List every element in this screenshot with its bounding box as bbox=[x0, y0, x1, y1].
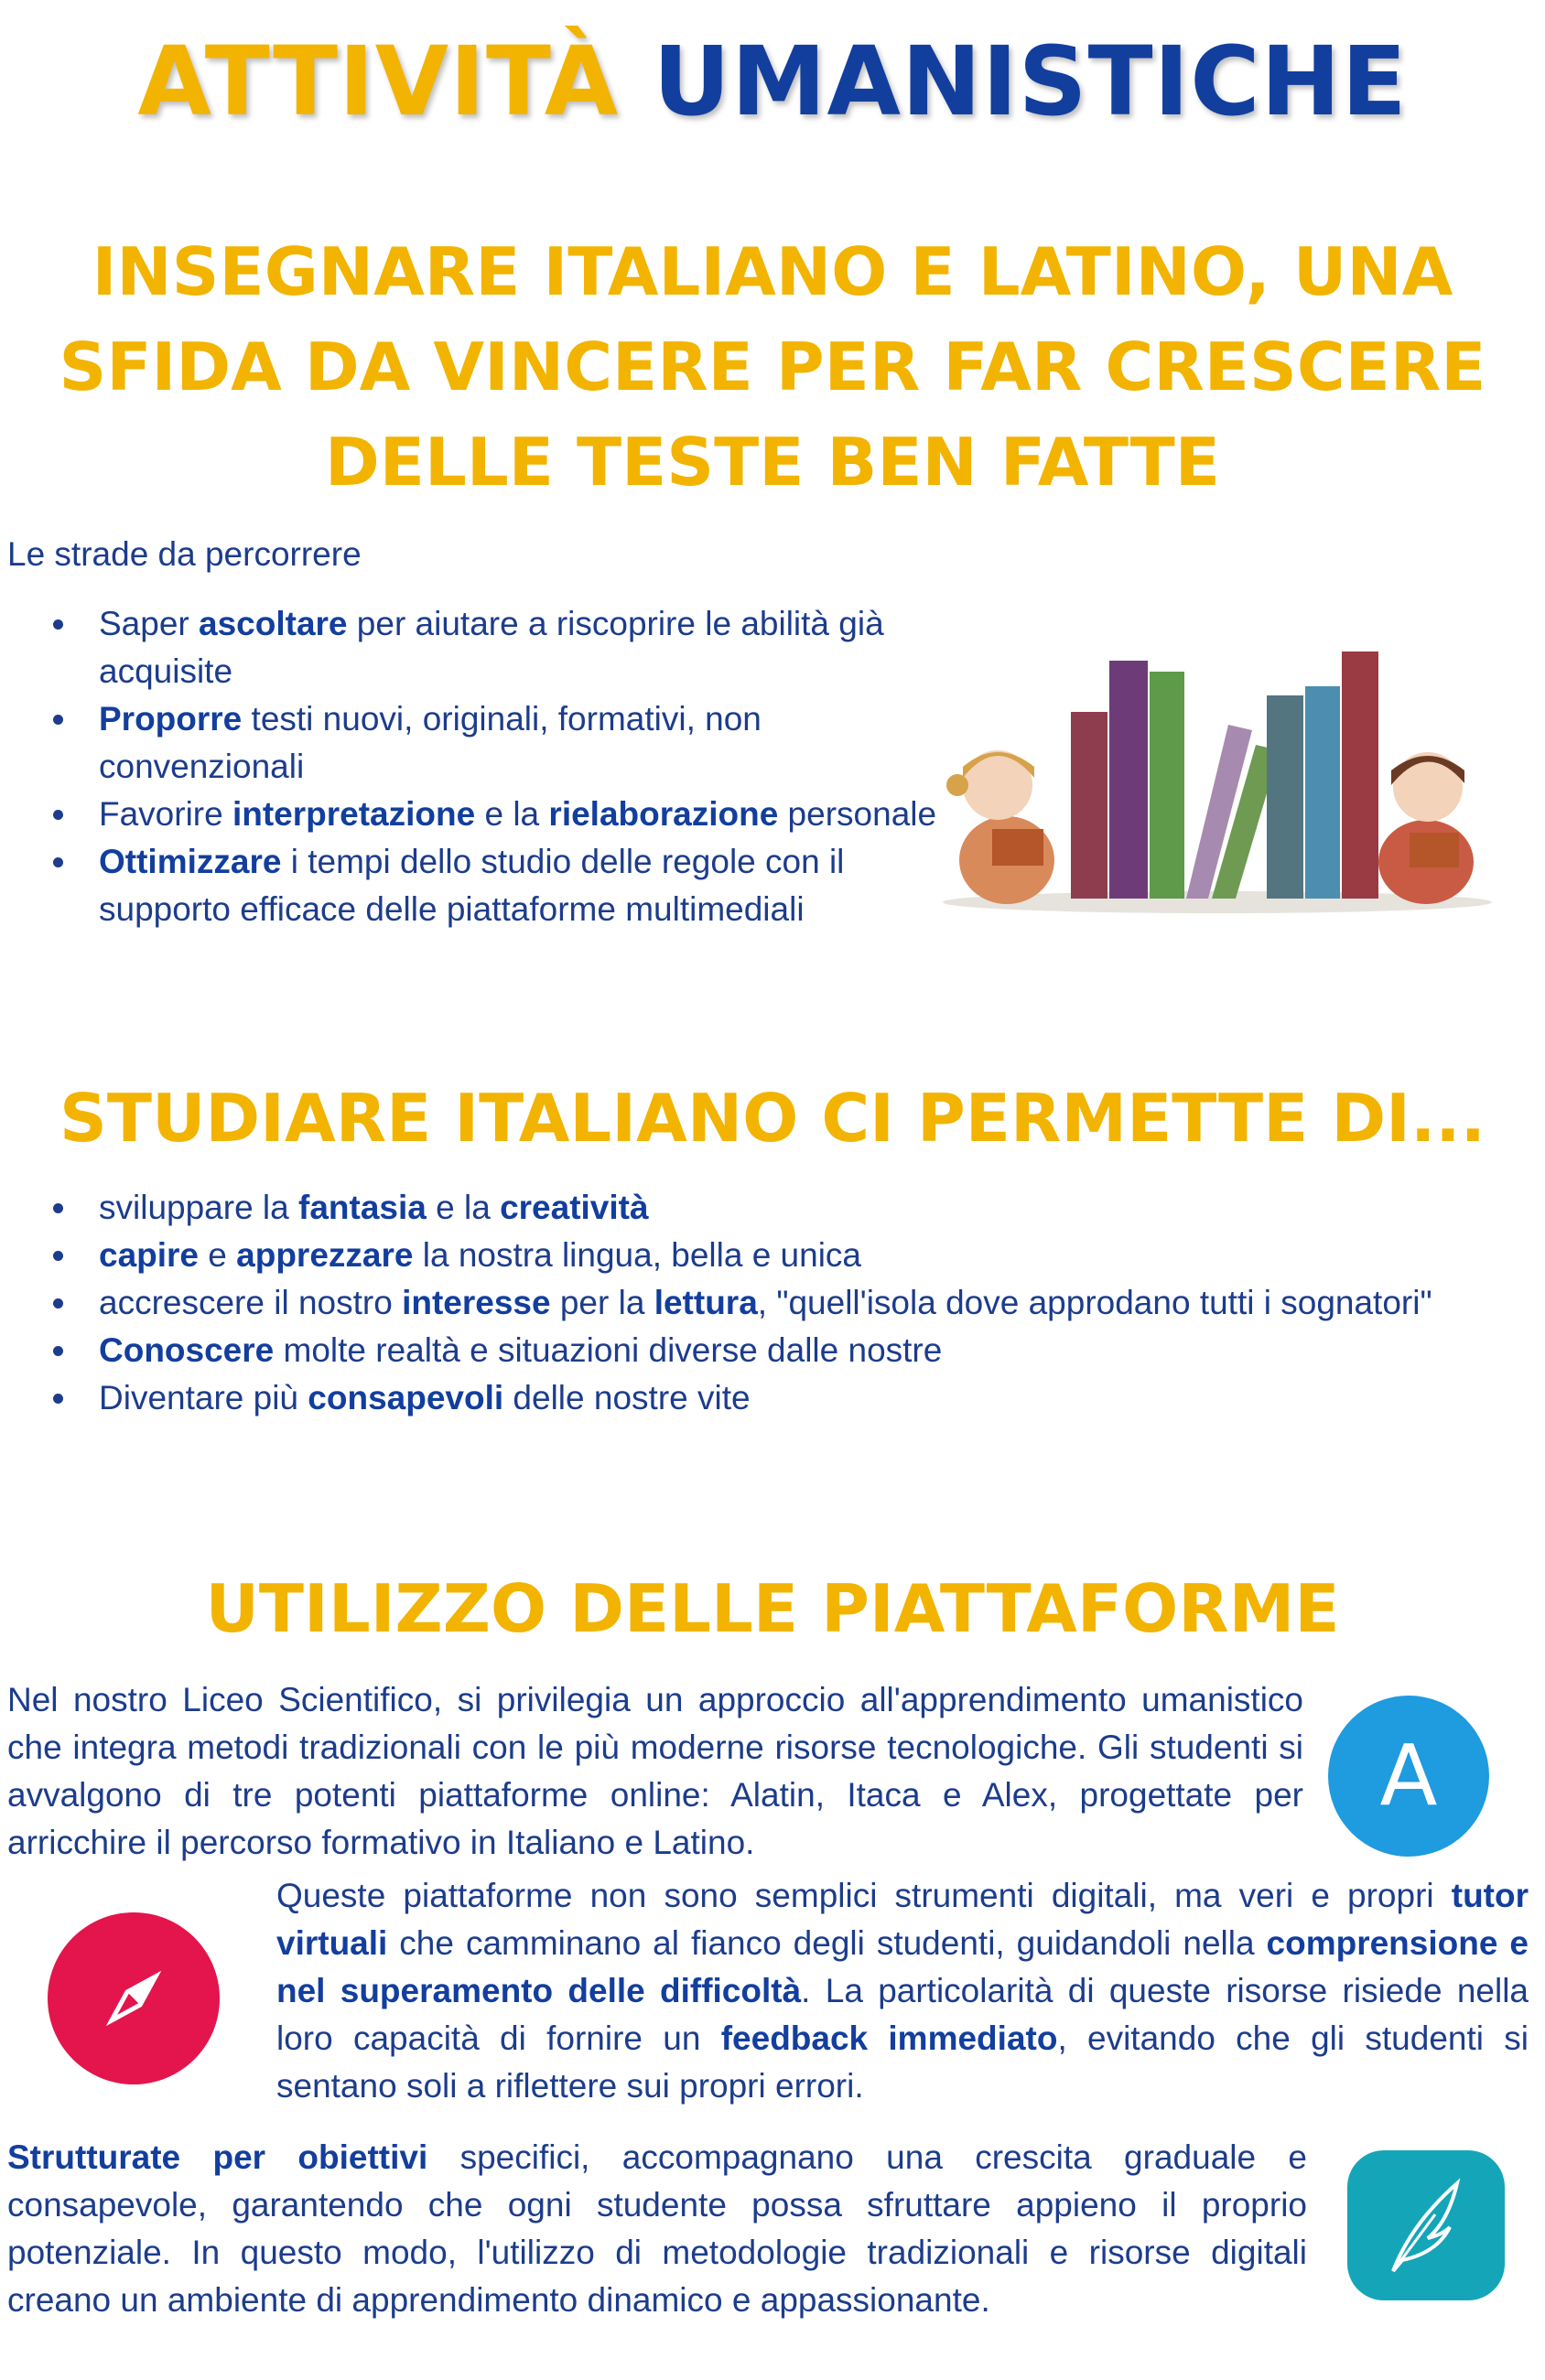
list-item bbox=[7, 1279, 1490, 1327]
list-item bbox=[7, 1232, 1490, 1279]
text-run: Diventare più bbox=[99, 1379, 308, 1416]
text-run: testi nuovi, originali, formativi, non convenzionali bbox=[99, 700, 762, 785]
bold-text: apprezzare bbox=[236, 1236, 414, 1274]
books-group bbox=[1071, 652, 1378, 899]
list-item bbox=[7, 1374, 1490, 1422]
bold-text: Conoscere bbox=[99, 1331, 275, 1369]
text-run: la nostra lingua, bella e unica bbox=[413, 1236, 862, 1274]
text-run: delle nostre vite bbox=[503, 1379, 751, 1416]
bold-text: tutor virtuali bbox=[276, 1877, 1529, 1962]
list-item bbox=[7, 791, 941, 838]
text-run: e la bbox=[426, 1189, 501, 1226]
text-run: sviluppare la bbox=[99, 1189, 299, 1226]
title-part-1: ATTIVITÀ bbox=[137, 26, 620, 137]
bold-text: ascoltare bbox=[199, 605, 348, 642]
text-run: per aiutare a riscoprire le abilità già acquisite bbox=[99, 605, 884, 690]
bold-text: Proporre bbox=[99, 700, 243, 738]
section1-intro: Le strade da percorrere bbox=[7, 535, 362, 573]
bold-text: creatività bbox=[500, 1189, 649, 1226]
text-run: Queste piattaforme non sono semplici strumenti digitali, ma veri e propri bbox=[276, 1877, 1452, 1914]
section3-para3 bbox=[7, 2134, 1307, 2324]
quill-glyph bbox=[1347, 2150, 1505, 2300]
list-item bbox=[7, 1184, 1490, 1232]
text-run: che camminano al fianco degli studenti, guidandoli nella bbox=[387, 1924, 1267, 1962]
bold-text: lettura bbox=[654, 1284, 758, 1321]
section2-list bbox=[7, 1184, 1490, 1422]
bold-text: comprensione e nel superamento delle difficoltà bbox=[276, 1924, 1529, 2009]
text-run: , "quell'isola dove approdano tutti i sognatori" bbox=[757, 1284, 1432, 1321]
title-part-2: UMANISTICHE bbox=[653, 26, 1408, 137]
list-item bbox=[7, 1327, 1490, 1374]
text-run: e bbox=[199, 1236, 237, 1274]
list-item bbox=[7, 600, 941, 695]
text-run: . La particolarità di queste risorse risiede nella loro capacità di fornire un bbox=[276, 1972, 1529, 2057]
child-left bbox=[946, 750, 1054, 904]
text-run: e la bbox=[475, 795, 549, 833]
books-illustration bbox=[934, 650, 1501, 915]
bold-text: consapevoli bbox=[308, 1379, 504, 1416]
section1-heading: INSEGNARE ITALIANO E LATINO, UNA SFIDA DA VINCERE PER FAR CRESCERE DELLE TESTE BEN FATTE bbox=[59, 233, 1486, 501]
section1-list bbox=[7, 600, 941, 933]
bold-text: rielaborazione bbox=[548, 795, 779, 833]
text-run: i tempi dello studio delle regole con il supporto efficace delle piattaforme multimediali bbox=[99, 843, 845, 928]
section3-para2 bbox=[276, 1872, 1529, 2110]
list-item bbox=[7, 838, 941, 933]
compass-logo-icon bbox=[48, 1912, 220, 2084]
list-item bbox=[7, 695, 941, 791]
section3-heading: UTILIZZO DELLE PIATTAFORME bbox=[205, 1570, 1340, 1647]
bold-text: Ottimizzare bbox=[99, 843, 282, 880]
compass-glyph bbox=[48, 1912, 220, 2084]
bold-text: capire bbox=[99, 1236, 200, 1274]
bold-text: Strutturate per obiettivi bbox=[7, 2138, 428, 2176]
text-run: personale bbox=[778, 795, 937, 833]
text-run: , evitando che gli studenti si sentano soli a riflettere sui propri errori. bbox=[276, 2019, 1529, 2105]
bold-text: feedback immediato bbox=[720, 2019, 1058, 2057]
bold-text: fantasia bbox=[298, 1189, 427, 1226]
quill-logo-icon bbox=[1347, 2150, 1505, 2300]
page-title bbox=[0, 26, 1545, 137]
section3-para1: Nel nostro Liceo Scientifico, si privilegia un approccio all'apprendimento umanistico che integra metodi tradizionali con le più moderne risorse tecnologiche. Gli studenti si avvalgono di tre potenti piattaforme online: Alatin, Itaca e Alex, progettate per arricchire il percorso formativo in Italiano e Latino. bbox=[7, 1681, 1303, 1861]
text-run: specifici, accompagnano una crescita graduale e consapevole, garantendo che ogni studente possa sfruttare appieno il proprio potenziale. In questo modo, l'utilizzo di metodologie tradizionali e risorse digitali creano un ambiente di apprendimento dinamico e appassionante. bbox=[7, 2138, 1307, 2319]
text-run: accrescere il nostro bbox=[99, 1284, 403, 1321]
bold-text: interpretazione bbox=[232, 795, 476, 833]
alatin-logo-icon bbox=[1328, 1696, 1489, 1857]
section2-heading: STUDIARE ITALIANO CI PERMETTE DI... bbox=[59, 1080, 1486, 1157]
child-right bbox=[1378, 752, 1474, 904]
bold-text: interesse bbox=[402, 1284, 551, 1321]
text-run: Saper bbox=[99, 605, 200, 642]
text-run: Favorire bbox=[99, 795, 232, 833]
text-run: per la bbox=[550, 1284, 654, 1321]
alatin-letter: A bbox=[1379, 1727, 1438, 1825]
text-run: molte realtà e situazioni diverse dalle nostre bbox=[274, 1331, 943, 1369]
